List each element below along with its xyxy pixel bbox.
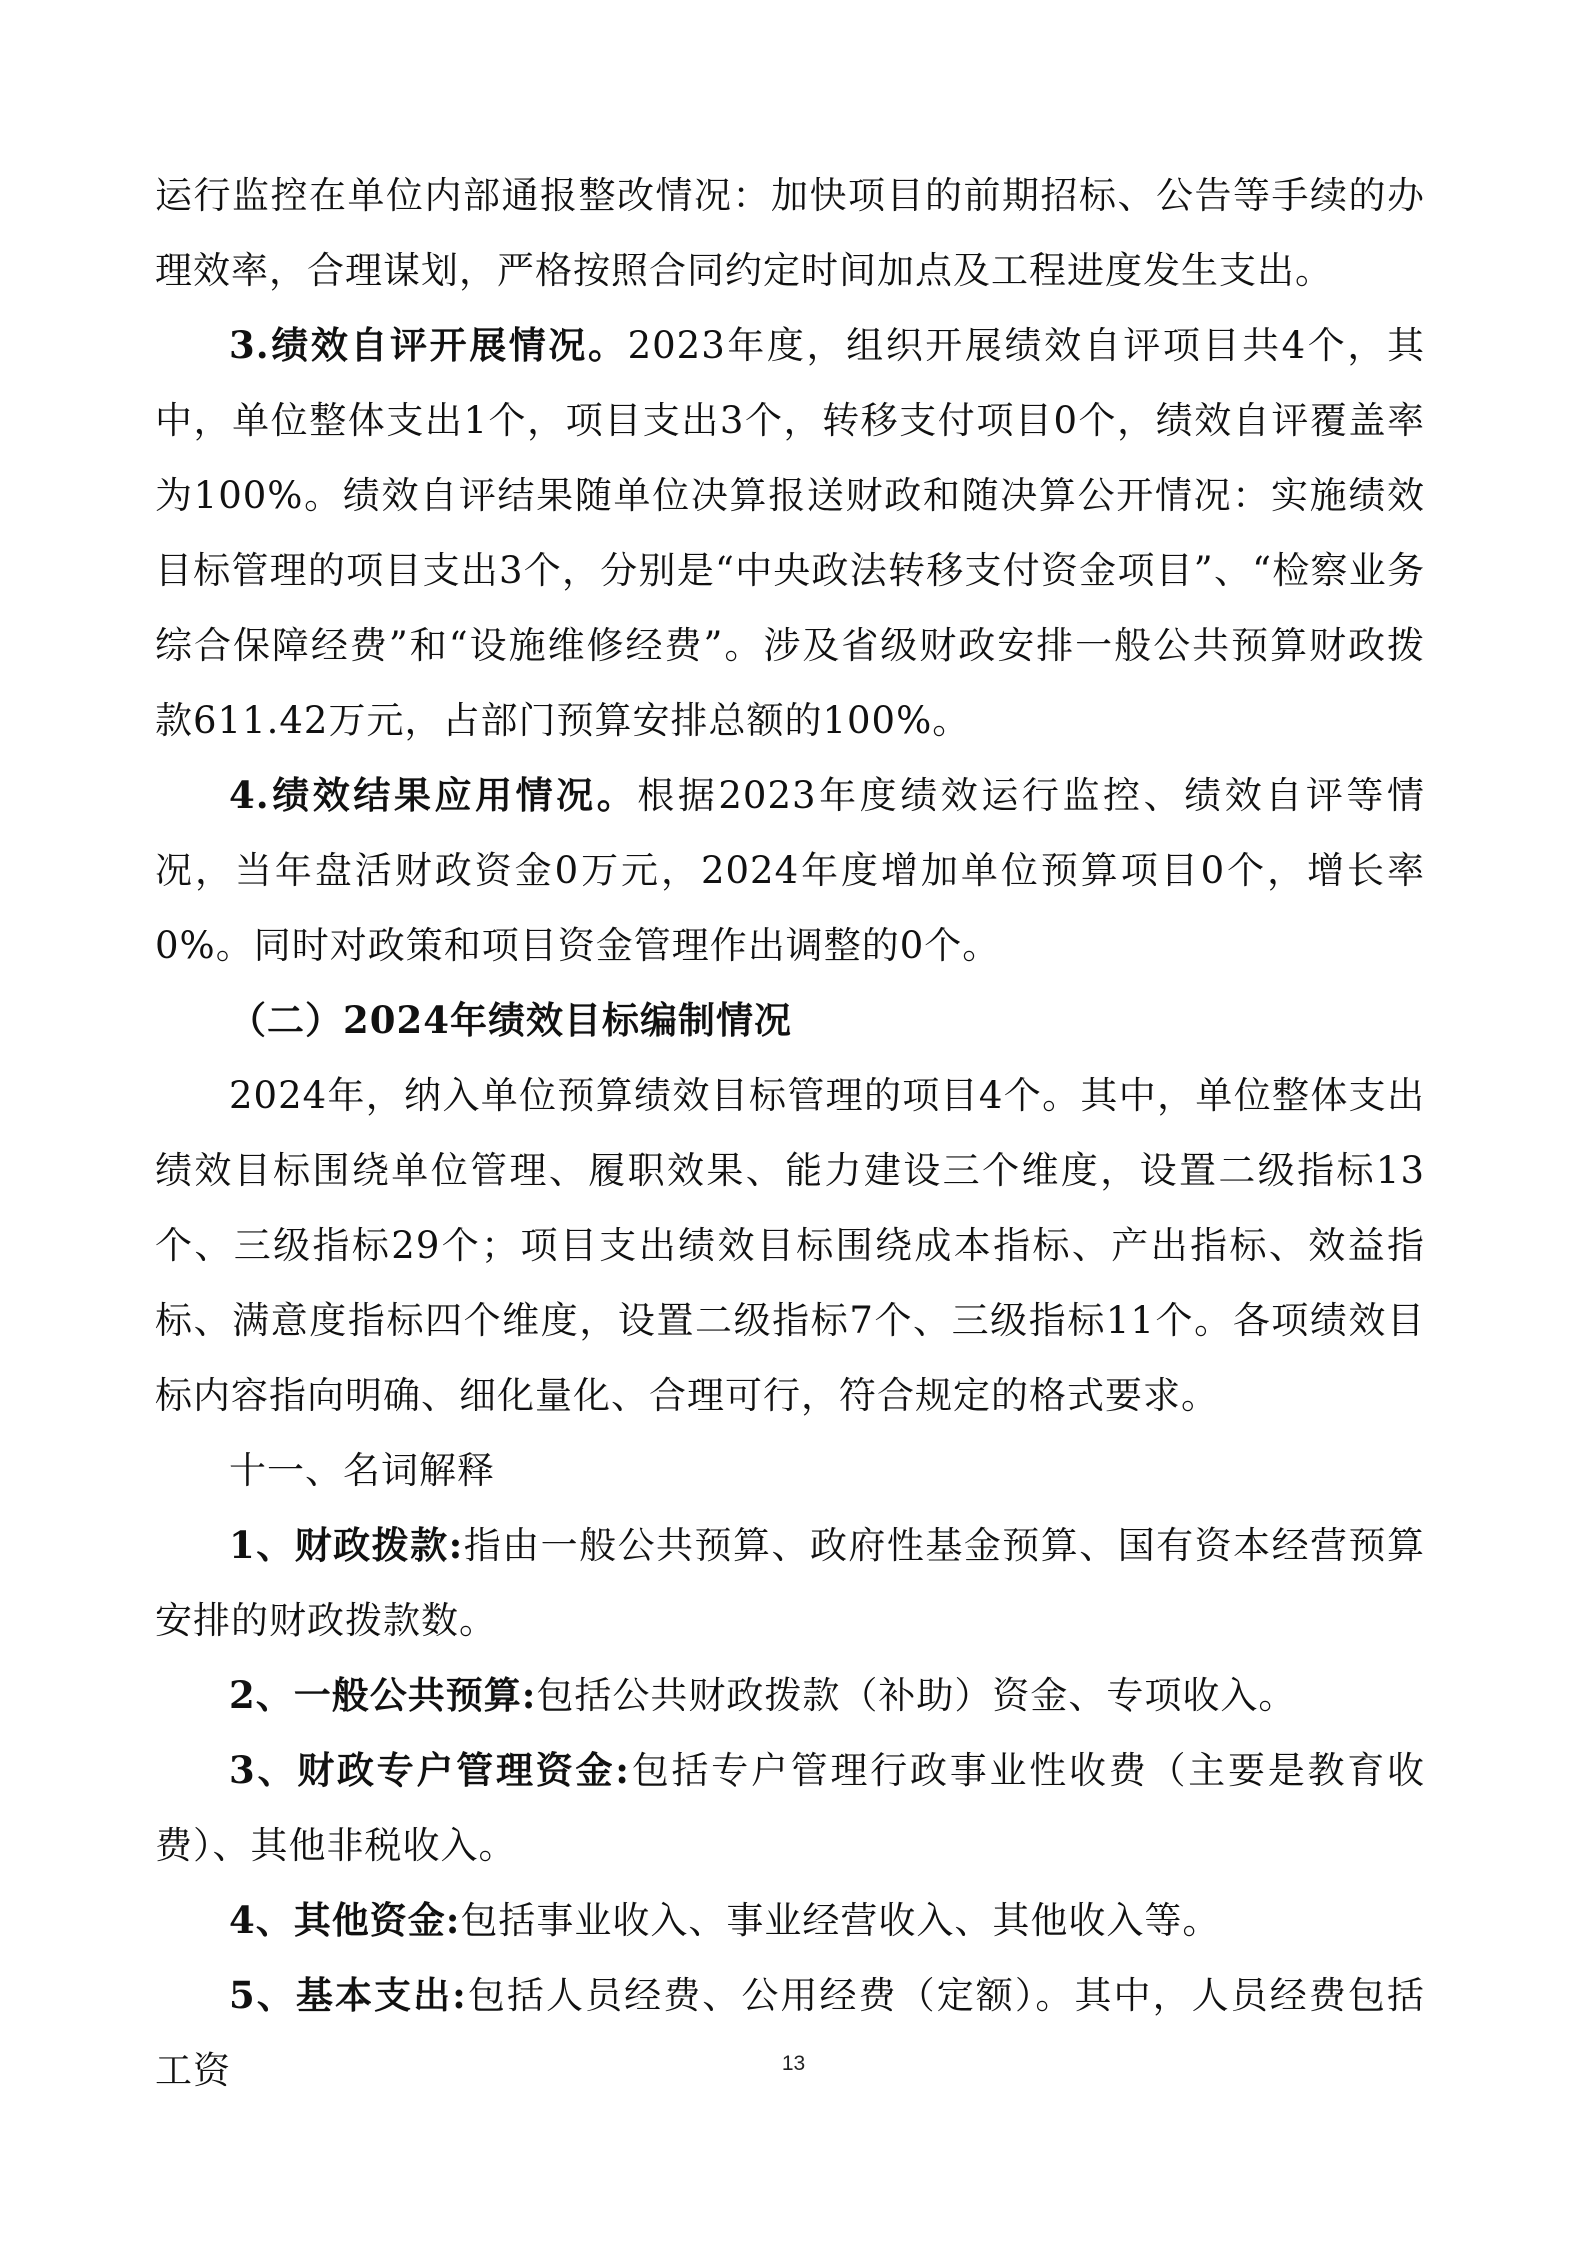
paragraph-self-evaluation xyxy=(155,308,1425,758)
section-heading-glossary: 十一、名词解释 xyxy=(229,1449,495,1492)
term-item xyxy=(155,1508,1425,1658)
document-body xyxy=(155,158,1425,2108)
paragraph-lead: 3.绩效自评开展情况。 xyxy=(229,323,628,367)
paragraph-text: 根据2023年度绩效运行监控、绩效自评等情况，当年盘活财政资金0万元，2024年度增加单位预算项目0个，增长率0%。同时对政策和项目资金管理作出调整的0个。 xyxy=(155,774,1425,967)
term-definition: 包括专户管理行政事业性收费（主要是教育收费）、其他非税收入。 xyxy=(155,1749,1425,1867)
paragraph-results-application xyxy=(155,758,1425,983)
term-definition: 指由一般公共预算、政府性基金预算、国有资本经营预算安排的财政拨款数。 xyxy=(155,1524,1426,1642)
term-label: 4、其他资金: xyxy=(229,1898,461,1942)
term-item xyxy=(155,1658,1425,1733)
term-item xyxy=(155,1733,1425,1883)
page-number: 13 xyxy=(781,2052,806,2075)
term-item xyxy=(155,1883,1425,1958)
term-item xyxy=(155,1958,1425,2108)
sub-heading-2024-targets: （二）2024年绩效目标编制情况 xyxy=(229,998,792,1042)
term-label: 3、财政专户管理资金: xyxy=(229,1748,630,1792)
term-label: 1、财政拨款: xyxy=(229,1523,464,1567)
paragraph-2024-targets: 2024年，纳入单位预算绩效目标管理的项目4个。其中，单位整体支出绩效目标围绕单位管理、履职效果、能力建设三个维度，设置二级指标13个、三级指标29个；项目支出绩效目标围绕成本指标、产出指标、效益指标、满意度指标四个维度，设置二级指标7个、三级指标11个。各项绩效目标内容指向明确、细化量化、合理可行，符合规定的格式要求。 xyxy=(155,1074,1425,1417)
term-label: 5、基本支出: xyxy=(229,1973,467,2017)
term-definition: 包括公共财政拨款（补助）资金、专项收入。 xyxy=(536,1674,1297,1717)
term-definition: 包括事业收入、事业经营收入、其他收入等。 xyxy=(460,1899,1221,1942)
term-definition: 包括人员经费、公用经费（定额）。其中，人员经费包括工资 xyxy=(155,1974,1425,2092)
term-label: 2、一般公共预算: xyxy=(229,1673,537,1717)
paragraph-text: 2023年度，组织开展绩效自评项目共4个，其中，单位整体支出1个，项目支出3个，转移支付项目0个，绩效自评覆盖率为100%。绩效自评结果随单位决算报送财政和随决算公开情况：实施绩效目标管理的项目支出3个，分别是“中央政法转移支付资金项目”、“检察业务综合保障经费”和“设施维修经费”。涉及省级财政安排一般公共预算财政拨款611.42万元，占部门预算安排总额的100%。 xyxy=(155,324,1425,742)
paragraph-text: 运行监控在单位内部通报整改情况：加快项目的前期招标、公告等手续的办理效率，合理谋划，严格按照合同约定时间加点及工程进度发生支出。 xyxy=(155,174,1425,292)
paragraph-lead: 4.绩效结果应用情况。 xyxy=(229,773,638,817)
paragraph-monitoring xyxy=(155,158,1425,308)
